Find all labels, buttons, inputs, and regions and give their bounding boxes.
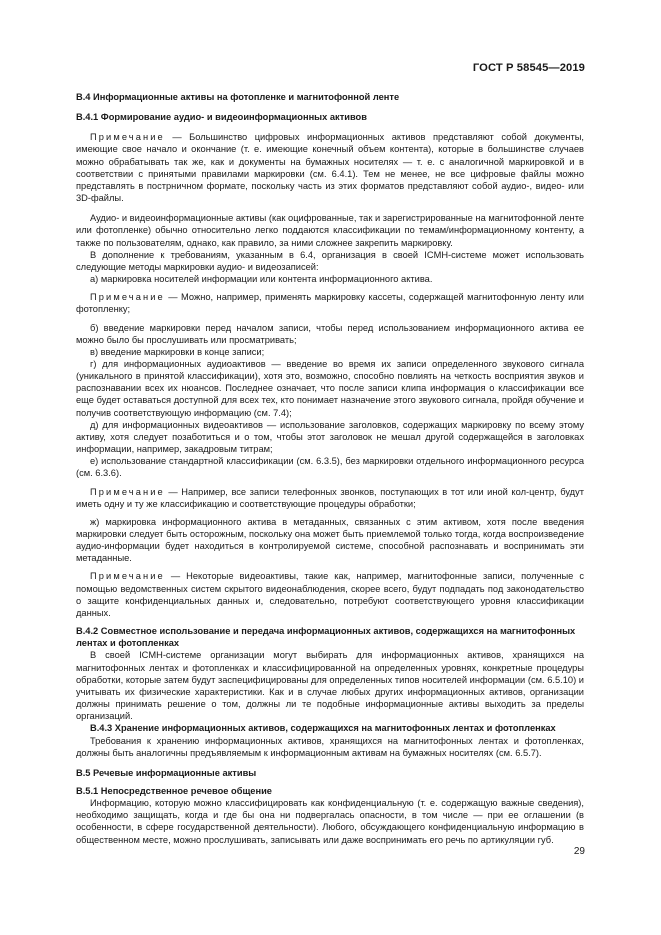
section-heading-b4: B.4 Информационные активы на фотопленке и магнитофонной ленте xyxy=(76,92,400,102)
page-content xyxy=(76,91,584,846)
section-heading-b51: B.5.1 Непосредственное речевое общение xyxy=(76,785,272,796)
paragraph-av-assets: Аудио- и видеоинформационные активы (как оцифрованные, так и зарегистрированные на магнитофонной ленте или фотопленке) обычно относительно легко поддаются классификации по темам/информационному контенту, а также по пользователям, однако, как правило, за ними сложнее закрепить маркировку. xyxy=(76,213,585,248)
note-label: Примечание xyxy=(90,486,165,497)
note-4 xyxy=(76,570,584,619)
section-heading-b42: B.4.2 Совместное использование и передача информационных активов, содержащихся на магнитофонных лентах и фотопленках xyxy=(76,626,576,649)
note-text: — Можно, например, применять маркировку кассеты, содержащей магнитофонную ленту или фотопленку; xyxy=(76,292,584,315)
note-text: — Например, все записи телефонных звонков, поступающих в тот или иной кол-центр, будут иметь одну и ту же классификацию и соответствующие процедуры обработки; xyxy=(76,486,584,509)
standard-header: ГОСТ Р 58545—2019 xyxy=(472,62,585,74)
page-number: 29 xyxy=(573,846,585,857)
list-item-v: в) введение маркировки в конце записи; xyxy=(90,346,265,357)
note-text: — Некоторые видеоактивы, такие как, например, магнитофонные записи, полученные с помощью ведомственных систем скрытого видеонаблюдения, скорее всего, будут подпадать под законодательство о защите конфиденциальных данных и, следовательно, потребуют соответствующего уровня классификации данных. xyxy=(76,571,584,618)
note-label: Примечание xyxy=(90,132,165,143)
section-heading-b41: B.4.1 Формирование аудио- и видеоинформационных активов xyxy=(76,112,367,123)
list-item-d: д) для информационных видеоактивов — использование заголовков, содержащих маркировку по всему этому активу, хотя следует позаботиться и о том, чтобы этот заголовок не мешал другой содержащейся в заголовках информации, например, закадровым титрам; xyxy=(76,419,584,455)
list-item-zh: ж) маркировка информационного актива в метаданных, связанных с этим активом, хотя после введения маркировки следует быть осторожным, поскольку она может быть приемлемой только тогда, когда воспроизведение аудио-информации будет находиться в контролируемой системе, способной распознавать и воспринимать эти метаданные. xyxy=(76,516,584,564)
section-heading-b43: B.4.3 Хранение информационных активов, содержащихся на магнитофонных лентах и фотопленках xyxy=(90,723,556,734)
paragraph-b43: Требования к хранению информационных активов, хранящихся на магнитофонных лентах и фотопленках, должны быть аналогичны предъявляемым к информационным активам на бумажных носителях (см. 6.5.7). xyxy=(76,735,584,758)
note-1 xyxy=(76,131,584,204)
paragraph-b42: В своей ICMH-системе организации могут выбирать для информационных активов, хранящихся на магнитофонных лентах и фотопленках и классифицированной на определенных уровнях, конкретные процедуры обработки, которые затем будут зaспецифицированы для определенных типов носителей информации (см. 6.5.10) и учитывать их физические характеристики. Как и в случае любых других информационных активов, организации должны принимать решение о том, должны ли те подобные информационные активы выходить за пределы организаций. xyxy=(76,650,584,722)
note-2 xyxy=(76,291,584,315)
note-label: Примечание xyxy=(90,571,165,582)
list-item-g: г) для информационных аудиоактивов — введение во время их записи определенного звукового сигнала (уникального в принятой классификации), хотя это, возможно, способно повлиять на четкость восприятия звуков и распознавании всех их нюансов. Последнее означает, что после записи клипа информация о классификации все еще будет оставаться доступной для всех тех, кто понимает назначение этого звукового сигнала, пройдя обучение и получив соответствующую информацию (см. 7.4); xyxy=(76,358,584,418)
note-3 xyxy=(76,486,584,510)
section-heading-b5: B.5 Речевые информационные активы xyxy=(76,767,257,778)
paragraph-requirements: В дополнение к требованиям, указанным в 6.4, организация в своей ICMH-системе может использовать следующие методы маркировки аудио- и видеозаписей: xyxy=(76,249,584,272)
paragraph-b51: Информацию, которую можно классифицировать как конфиденциальную (т. е. содержащую важные сведения), необходимо защищать, когда и где бы она ни подвергалась опасности, в том числе — при ее оглашении (в особенности, в сфере государственной деятельности). Любого, обсуждающего конфиденциальную информацию в общественном месте, можно прослушивать, записывать или даже воспринимать его речь по артикуляции губ. xyxy=(76,798,584,845)
list-item-b: б) введение маркировки перед началом записи, чтобы перед использованием информационного актива ее можно было бы прослушивать или просматривать; xyxy=(76,322,584,345)
note-label: Примечание xyxy=(90,292,165,303)
note-text: — Большинство цифровых информационных активов представляют собой документы, имеющие свое начало и окончание (т. е. имеющие конечный объем контента), которые в большинстве случаев можно обрабатывать так же, как и документы на бумажных носителях — т. е. с аналогичной маркировкой и в соответствии с принятыми правилами маркировки (см. 6.4.1). Тем не менее, не все цифровые файлы можно представлять в пострничном формате, поскольку часть из этих форматов представляют собой аудио-, видео- или 3D-файлы. xyxy=(76,132,584,204)
list-item-e: е) использование стандартной классификации (см. 6.3.5), без маркировки отдельного информационного ресурса (см. 6.3.6). xyxy=(76,456,584,479)
list-item-a: а) маркировка носителей информации или контента информационного актива. xyxy=(90,274,433,285)
